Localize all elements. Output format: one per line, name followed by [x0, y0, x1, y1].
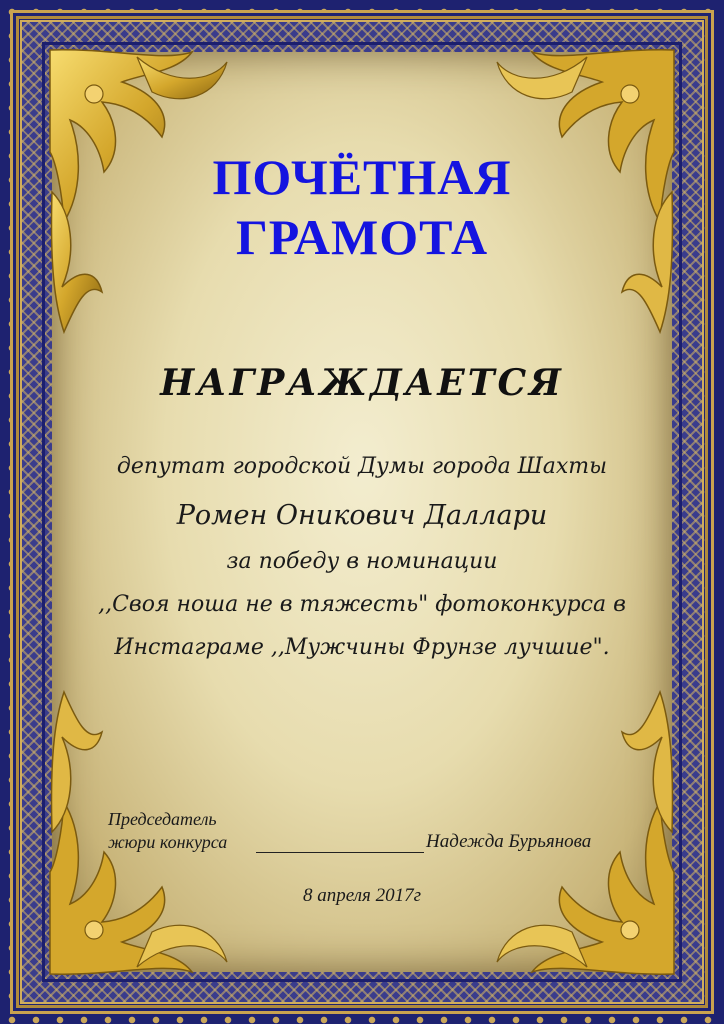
certificate-title-line1: ПОЧЁТНАЯ: [212, 149, 512, 205]
recipient-name: Ромен Оникович Даллари: [176, 500, 548, 531]
signature-title-line2: жюри конкурса: [108, 832, 228, 852]
awarded-heading: НАГРАЖДАЕТСЯ: [160, 362, 564, 404]
nomination-text: ,,Своя ноша не в тяжесть" фотоконкурса в: [98, 592, 626, 617]
signature-title-line1: Председатель: [108, 809, 217, 829]
certificate-date: 8 апреля 2017г: [303, 885, 421, 906]
signature-line: [256, 852, 424, 853]
certificate-title-line2: ГРАМОТА: [235, 209, 489, 265]
signature-title: [108, 808, 227, 854]
contest-text: Инстаграме ,,Мужчины Фрунзе лучшие".: [114, 635, 610, 660]
award-reason: за победу в номинации: [226, 549, 498, 574]
recipient-position: депутат городской Думы города Шахты: [116, 454, 608, 479]
signature-name: Надежда Бурьянова: [426, 831, 592, 852]
